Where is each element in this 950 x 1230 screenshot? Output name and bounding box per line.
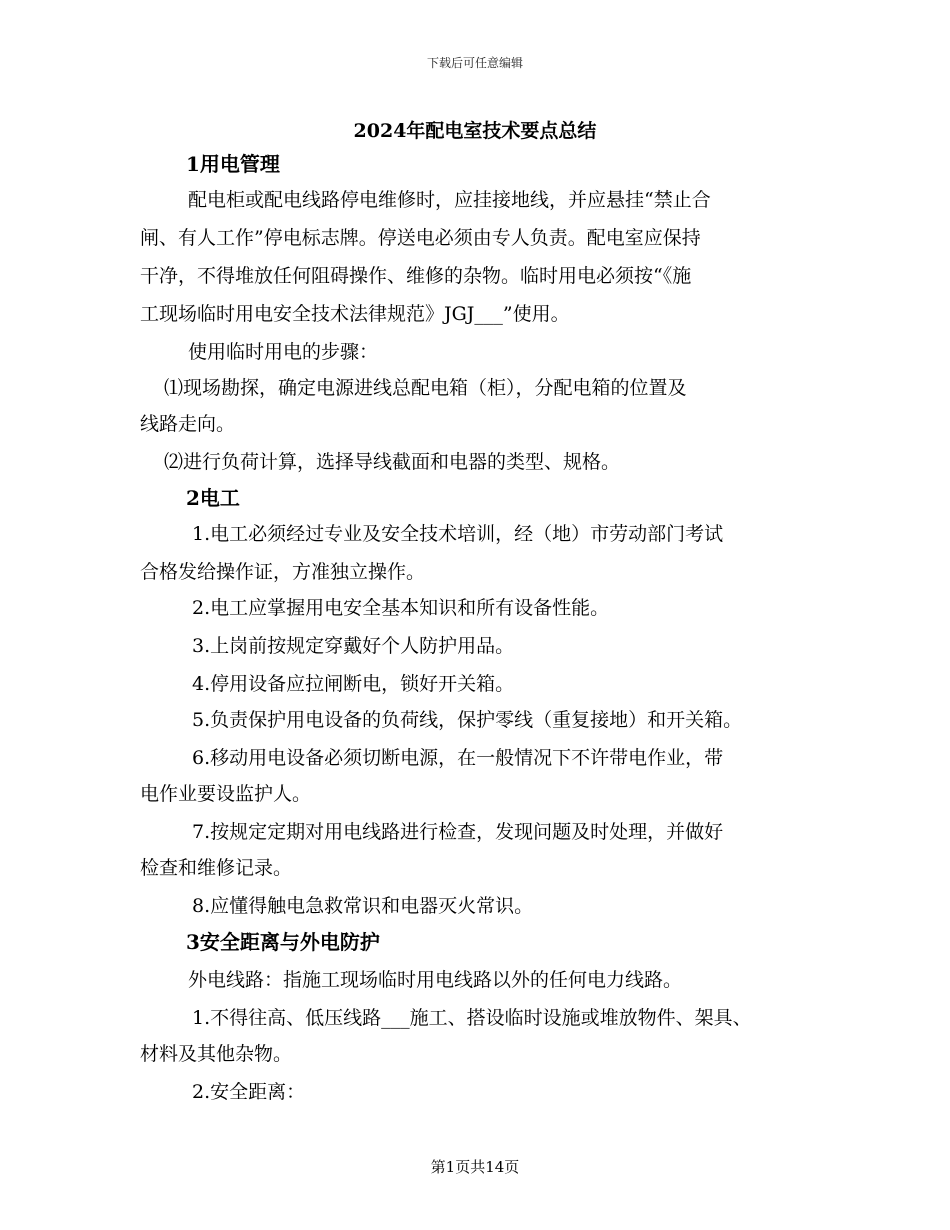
paragraph-line: 4.停用设备应拉闸断电，锁好开关箱。	[192, 673, 515, 695]
paragraph-line: 1.电工必须经过专业及安全技术培训，经（地）市劳动部门考试	[192, 523, 724, 545]
paragraph-line: 闸、有人工作”停电标志牌。停送电必须由专人负责。配电室应保持	[140, 227, 701, 249]
paragraph-line: 检查和维修记录。	[140, 857, 293, 879]
paragraph-line: 使用临时用电的步骤：	[188, 341, 379, 363]
paragraph-line: 5.负责保护用电设备的负荷线，保护零线（重复接地）和开关箱。	[192, 709, 743, 731]
document-title: 2024年配电室技术要点总结	[353, 120, 597, 142]
paragraph-line: 7.按规定定期对用电线路进行检查，发现问题及时处理，并做好	[192, 821, 724, 843]
paragraph-line: 2.安全距离：	[192, 1081, 306, 1103]
page-header: 下载后可任意编辑	[426, 56, 523, 70]
paragraph-line: ⑴现场勘探，确定电源进线总配电箱（柜），分配电箱的位置及	[164, 377, 687, 399]
paragraph-line: 线路走向。	[140, 413, 236, 435]
paragraph-line: 2.电工应掌握用电安全基本知识和所有设备性能。	[192, 597, 610, 619]
section-heading: 1用电管理	[186, 152, 280, 176]
page-footer: 第1页共14页	[430, 1158, 520, 1176]
section-heading: 2电工	[186, 486, 240, 510]
paragraph-line: 配电柜或配电线路停电维修时，应挂接地线，并应悬挂“禁止合	[188, 189, 711, 211]
section-heading: 3安全距离与外电防护	[186, 930, 380, 954]
paragraph-line: 材料及其他杂物。	[140, 1043, 293, 1065]
paragraph-line: 干净，不得堆放任何阻碍操作、维修的杂物。临时用电必须按“《施	[140, 265, 692, 287]
paragraph-line: 1.不得往高、低压线路___施工、搭设临时设施或堆放物件、架具、	[192, 1007, 752, 1029]
paragraph-line: 工现场临时用电安全技术法律规范》JGJ___”使用。	[140, 303, 570, 325]
paragraph-line: 6.移动用电设备必须切断电源，在一般情况下不许带电作业，带	[192, 747, 724, 769]
paragraph-line: 外电线路：指施工现场临时用电线路以外的任何电力线路。	[188, 969, 683, 991]
paragraph-line: ⑵进行负荷计算，选择导线截面和电器的类型、规格。	[164, 451, 621, 473]
paragraph-line: 电作业要设监护人。	[140, 783, 312, 805]
paragraph-line: 合格发给操作证，方准独立操作。	[140, 561, 426, 583]
paragraph-line: 3.上岗前按规定穿戴好个人防护用品。	[192, 635, 515, 657]
paragraph-line: 8.应懂得触电急救常识和电器灭火常识。	[192, 895, 534, 917]
